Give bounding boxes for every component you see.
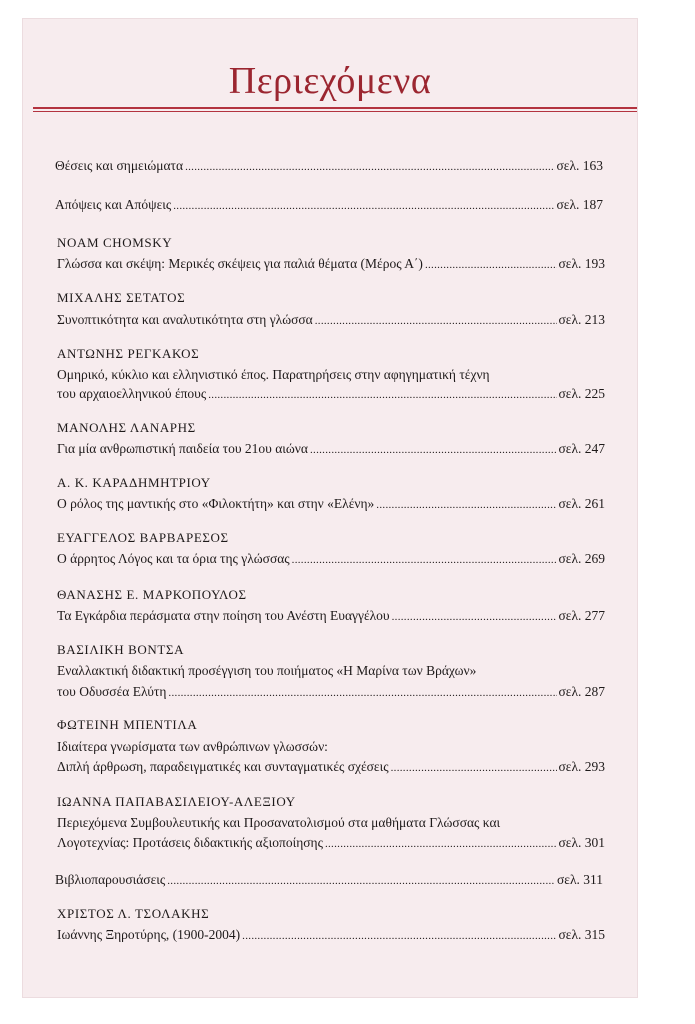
entry-title-line: Εναλλακτική διδακτική προσέγγιση του ποιήματος «Η Μαρίνα των Βράχων» — [57, 663, 477, 678]
leader-dots — [391, 760, 557, 776]
entry-title: Απόψεις και Απόψεις — [55, 197, 172, 212]
toc-entry — [57, 927, 605, 944]
toc-entry — [57, 608, 605, 625]
leader-dots — [325, 836, 557, 852]
toc-author: NOAM CHOMSKY — [57, 235, 173, 250]
entry-title: του Οδυσσέα Ελύτη — [57, 684, 167, 699]
entry-page: σελ. 315 — [558, 927, 605, 942]
entry-title: του αρχαιοελληνικού έπους — [57, 386, 207, 401]
entry-page: σελ. 301 — [558, 835, 605, 850]
leader-dots — [168, 685, 556, 701]
toc-entry — [57, 684, 605, 701]
entry-title: Για μία ανθρωπιστική παιδεία του 21ου αιώνα — [57, 441, 308, 456]
entry-page: σελ. 261 — [558, 496, 605, 511]
leader-dots — [208, 387, 556, 403]
entry-page: σελ. 293 — [558, 759, 605, 774]
entry-title-line: Ιδιαίτερα γνωρίσματα των ανθρώπινων γλωσσών: — [57, 739, 328, 754]
toc-entry — [57, 386, 605, 403]
toc-entry — [57, 256, 605, 273]
entry-page: σελ. 269 — [558, 551, 605, 566]
toc-entry — [55, 197, 603, 214]
entry-title: Ο ρόλος της μαντικής στο «Φιλοκτήτη» και στην «Ελένη» — [57, 496, 375, 511]
toc-author: ΜΑΝΟΛΗΣ ΛΑΝΑΡΗΣ — [57, 420, 196, 435]
toc-author: ΕΥΑΓΓΕΛΟΣ ΒΑΡΒΑΡΕΣΟΣ — [57, 530, 229, 545]
entry-title: Βιβλιοπαρουσιάσεις — [55, 872, 166, 887]
entry-title-line: Περιεχόμενα Συμβουλευτικής και Προσανατολισμού στα μαθήματα Γλώσσας και — [57, 815, 501, 830]
leader-dots — [376, 497, 556, 513]
toc-author: ΜΙΧΑΛΗΣ ΣΕΤΑΤΟΣ — [57, 290, 186, 305]
entry-page: σελ. 213 — [558, 312, 605, 327]
leader-dots — [185, 159, 554, 175]
entry-title-line: Ομηρικό, κύκλιο και ελληνιστικό έπος. Παρατηρήσεις στην αφηγηματική τέχνη — [57, 367, 490, 382]
toc-entry — [57, 312, 605, 329]
entry-page: σελ. 247 — [558, 441, 605, 456]
toc-author: ΙΩΑΝΝΑ ΠΑΠΑΒΑΣΙΛΕΙΟΥ-ΑΛΕΞΙΟΥ — [57, 794, 296, 809]
entry-title: Ιωάννης Ξηροτύρης, (1900-2004) — [57, 927, 241, 942]
entry-page: σελ. 187 — [556, 197, 603, 212]
page-title: Περιεχόμενα — [228, 60, 432, 102]
leader-dots — [167, 873, 555, 889]
toc-entry — [55, 872, 603, 889]
leader-dots — [292, 552, 557, 568]
leader-dots — [392, 609, 557, 625]
leader-dots — [425, 257, 557, 273]
entry-page: σελ. 287 — [558, 684, 605, 699]
toc-entry — [57, 551, 605, 568]
entry-title: Τα Εγκάρδια περάσματα στην ποίηση του Ανέστη Ευαγγέλου — [57, 608, 390, 623]
entry-title: Συνοπτικότητα και αναλυτικότητα στη γλώσσα — [57, 312, 313, 327]
toc-entry — [57, 441, 605, 458]
toc-entry — [57, 496, 605, 513]
leader-dots — [310, 442, 557, 458]
entry-page: σελ. 311 — [557, 872, 603, 887]
toc-author: Α. Κ. ΚΑΡΑΔΗΜΗΤΡΙΟΥ — [57, 475, 211, 490]
entry-title: Γλώσσα και σκέψη: Μερικές σκέψεις για παλιά θέματα (Μέρος Α΄) — [57, 256, 423, 271]
entry-title: Θέσεις και σημειώματα — [55, 158, 184, 173]
toc-author: ΘΑΝΑΣΗΣ Ε. ΜΑΡΚΟΠΟΥΛΟΣ — [57, 587, 247, 602]
toc-entry — [57, 835, 605, 852]
toc-author: ΦΩΤΕΙΝΗ ΜΠΕΝΤΙΛΑ — [57, 717, 198, 732]
leader-dots — [173, 198, 554, 214]
toc-author: ΑΝΤΩΝΗΣ ΡΕΓΚΑΚΟΣ — [57, 346, 200, 361]
leader-dots — [315, 313, 557, 329]
entry-page: σελ. 277 — [558, 608, 605, 623]
entry-title: Διπλή άρθρωση, παραδειγματικές και συνταγματικές σχέσεις — [57, 759, 389, 774]
entry-page: σελ. 193 — [558, 256, 605, 271]
entry-title: Λογοτεχνίας: Προτάσεις διδακτικής αξιοποίησης — [57, 835, 323, 850]
entry-page: σελ. 225 — [558, 386, 605, 401]
entry-page: σελ. 163 — [556, 158, 603, 173]
toc-entry — [55, 158, 603, 175]
leader-dots — [242, 928, 556, 944]
toc-author: ΧΡΙΣΤΟΣ Λ. ΤΣΟΛΑΚΗΣ — [57, 906, 210, 921]
toc-author: ΒΑΣΙΛΙΚΗ ΒΟΝΤΣΑ — [57, 642, 185, 657]
toc-entry — [57, 759, 605, 776]
entry-title: Ο άρρητος Λόγος και τα όρια της γλώσσας — [57, 551, 290, 566]
